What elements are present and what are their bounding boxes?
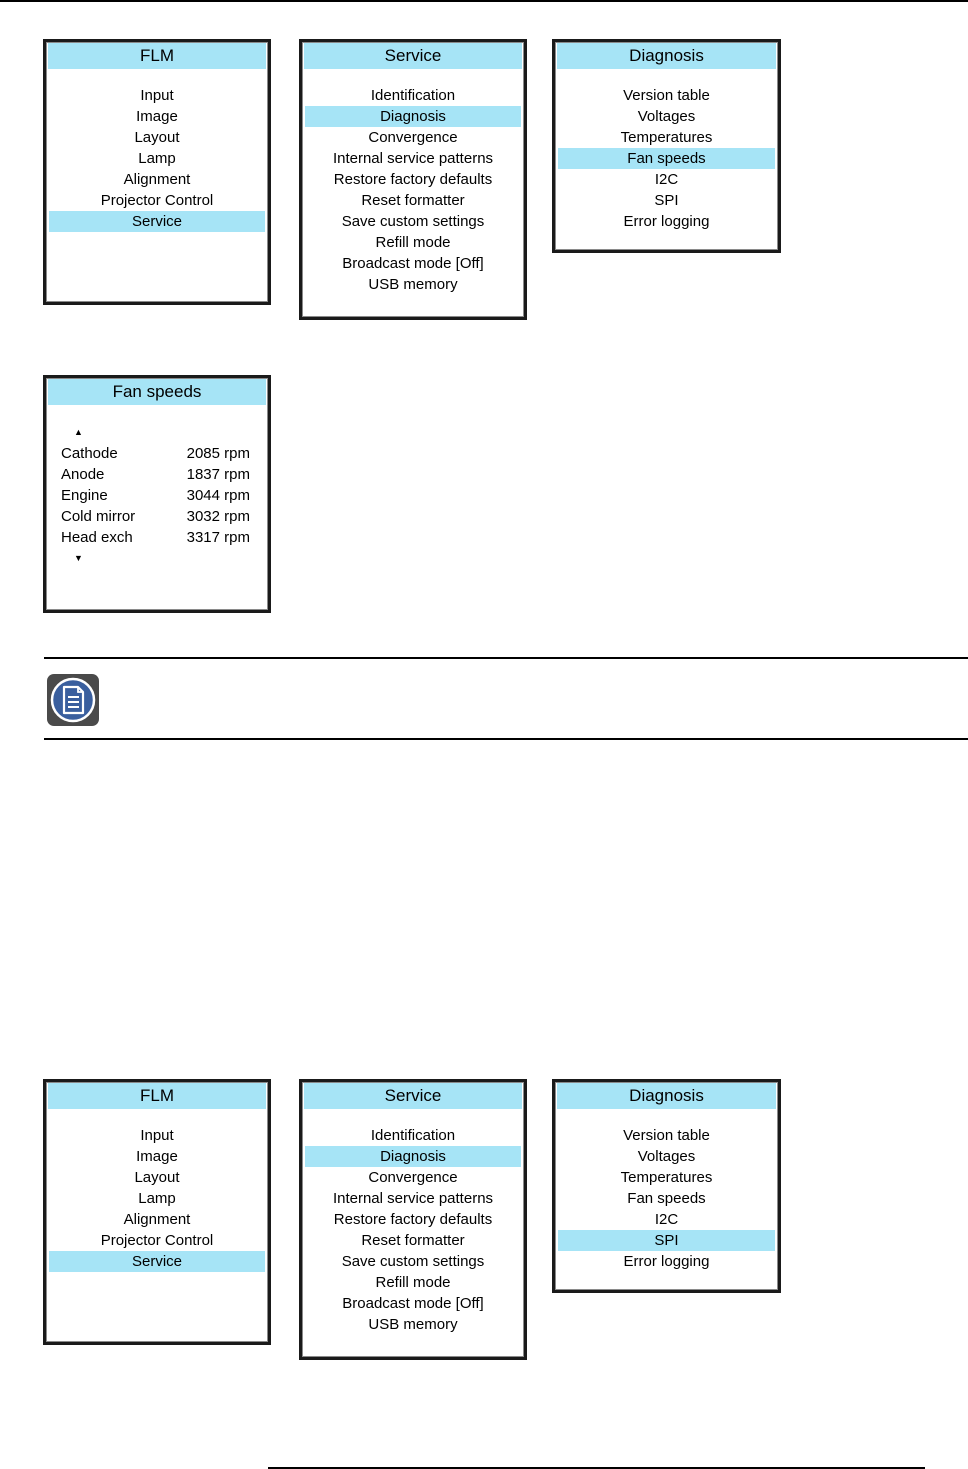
menu-item-diagnosis[interactable]: Diagnosis	[305, 106, 521, 127]
menu-item-lamp[interactable]: Lamp	[138, 1190, 176, 1207]
menu-item-identification[interactable]: Identification	[370, 1127, 456, 1144]
header-rule	[0, 0, 968, 2]
menu-item-i2c[interactable]: I2C	[654, 171, 679, 188]
fan-name: Engine	[61, 487, 108, 504]
flm-menu-list	[46, 85, 268, 232]
fan-speeds-title: Fan speeds	[48, 379, 266, 405]
diagnosis-menu-2	[552, 1079, 781, 1293]
fan-speed-row	[46, 443, 268, 464]
menu-item-service[interactable]: Service	[49, 211, 265, 232]
menu-item-usb-memory[interactable]: USB memory	[368, 276, 458, 293]
menu-item-restore-factory-defaults[interactable]: Restore factory defaults	[333, 171, 493, 188]
menu-item-projector-control[interactable]: Projector Control	[100, 192, 214, 209]
menu-item-error-logging[interactable]: Error logging	[623, 213, 710, 230]
menu-item-i2c[interactable]: I2C	[654, 1211, 679, 1228]
fan-speed-value: 3032 rpm	[186, 508, 250, 525]
menu-item-fan-speeds[interactable]: Fan speeds	[627, 1190, 706, 1207]
menu-item-internal-service-patterns[interactable]: Internal service patterns	[332, 1190, 494, 1207]
menu-item-alignment[interactable]: Alignment	[123, 1211, 191, 1228]
fan-speeds-list	[46, 443, 268, 548]
service-menu	[299, 39, 527, 320]
service-menu-2	[299, 1079, 527, 1360]
fan-speed-row	[46, 506, 268, 527]
menu-item-reset-formatter[interactable]: Reset formatter	[361, 192, 465, 209]
diagnosis-menu-title: Diagnosis	[557, 43, 776, 69]
scroll-down-icon[interactable]: ▼	[74, 553, 83, 563]
menu-item-version-table[interactable]: Version table	[623, 1127, 710, 1144]
menu-item-convergence[interactable]: Convergence	[368, 129, 458, 146]
menu-item-input[interactable]: Input	[140, 1127, 174, 1144]
service-menu-title: Service	[304, 1083, 522, 1109]
menu-item-convergence[interactable]: Convergence	[368, 1169, 458, 1186]
note-bottom-rule	[44, 738, 968, 740]
fan-speed-value: 1837 rpm	[186, 466, 250, 483]
menu-item-save-custom-settings[interactable]: Save custom settings	[341, 1253, 485, 1270]
fan-speed-row	[46, 527, 268, 548]
menu-item-internal-service-patterns[interactable]: Internal service patterns	[332, 150, 494, 167]
flm-menu-list	[46, 1125, 268, 1272]
service-menu-title: Service	[304, 43, 522, 69]
service-menu-list	[302, 1125, 524, 1335]
fan-name: Head exch	[61, 529, 133, 546]
diagnosis-menu-list	[555, 85, 778, 232]
fan-name: Anode	[61, 466, 105, 483]
diagnosis-menu-list	[555, 1125, 778, 1272]
note-top-rule	[44, 657, 968, 659]
note-icon	[47, 674, 99, 726]
menu-item-temperatures[interactable]: Temperatures	[620, 1169, 713, 1186]
scroll-up-icon[interactable]: ▲	[74, 427, 83, 437]
menu-item-refill-mode[interactable]: Refill mode	[375, 234, 451, 251]
fan-speed-value: 3044 rpm	[186, 487, 250, 504]
flm-menu-2	[43, 1079, 271, 1345]
fan-speed-row	[46, 464, 268, 485]
menu-item-spi[interactable]: SPI	[654, 192, 679, 209]
menu-item-restore-factory-defaults[interactable]: Restore factory defaults	[333, 1211, 493, 1228]
menu-item-temperatures[interactable]: Temperatures	[620, 129, 713, 146]
menu-item-image[interactable]: Image	[136, 1148, 178, 1165]
menu-item-image[interactable]: Image	[136, 108, 178, 125]
menu-item-voltages[interactable]: Voltages	[637, 1148, 696, 1165]
fan-speeds-menu	[43, 375, 271, 613]
menu-item-alignment[interactable]: Alignment	[123, 171, 191, 188]
diagnosis-menu-title: Diagnosis	[557, 1083, 776, 1109]
flm-menu-title: FLM	[48, 1083, 266, 1109]
menu-item-broadcast-mode-off[interactable]: Broadcast mode [Off]	[342, 1295, 484, 1312]
menu-item-reset-formatter[interactable]: Reset formatter	[361, 1232, 465, 1249]
menu-item-version-table[interactable]: Version table	[623, 87, 710, 104]
menu-item-usb-memory[interactable]: USB memory	[368, 1316, 458, 1333]
menu-item-spi[interactable]: SPI	[558, 1230, 775, 1251]
menu-item-layout[interactable]: Layout	[134, 1169, 180, 1186]
menu-item-diagnosis[interactable]: Diagnosis	[305, 1146, 521, 1167]
menu-item-identification[interactable]: Identification	[370, 87, 456, 104]
flm-menu	[43, 39, 271, 305]
fan-name: Cathode	[61, 445, 118, 462]
fan-speed-value: 3317 rpm	[186, 529, 250, 546]
menu-item-projector-control[interactable]: Projector Control	[100, 1232, 214, 1249]
menu-item-save-custom-settings[interactable]: Save custom settings	[341, 213, 485, 230]
menu-item-fan-speeds[interactable]: Fan speeds	[558, 148, 775, 169]
menu-item-refill-mode[interactable]: Refill mode	[375, 1274, 451, 1291]
menu-item-service[interactable]: Service	[49, 1251, 265, 1272]
flm-menu-title: FLM	[48, 43, 266, 69]
service-menu-list	[302, 85, 524, 295]
fan-name: Cold mirror	[61, 508, 136, 525]
menu-item-broadcast-mode-off[interactable]: Broadcast mode [Off]	[342, 255, 484, 272]
menu-item-input[interactable]: Input	[140, 87, 174, 104]
diagnosis-menu	[552, 39, 781, 253]
menu-item-layout[interactable]: Layout	[134, 129, 180, 146]
menu-item-error-logging[interactable]: Error logging	[623, 1253, 710, 1270]
fan-speed-value: 2085 rpm	[186, 445, 250, 462]
menu-item-lamp[interactable]: Lamp	[138, 150, 176, 167]
fan-speed-row	[46, 485, 268, 506]
menu-item-voltages[interactable]: Voltages	[637, 108, 696, 125]
